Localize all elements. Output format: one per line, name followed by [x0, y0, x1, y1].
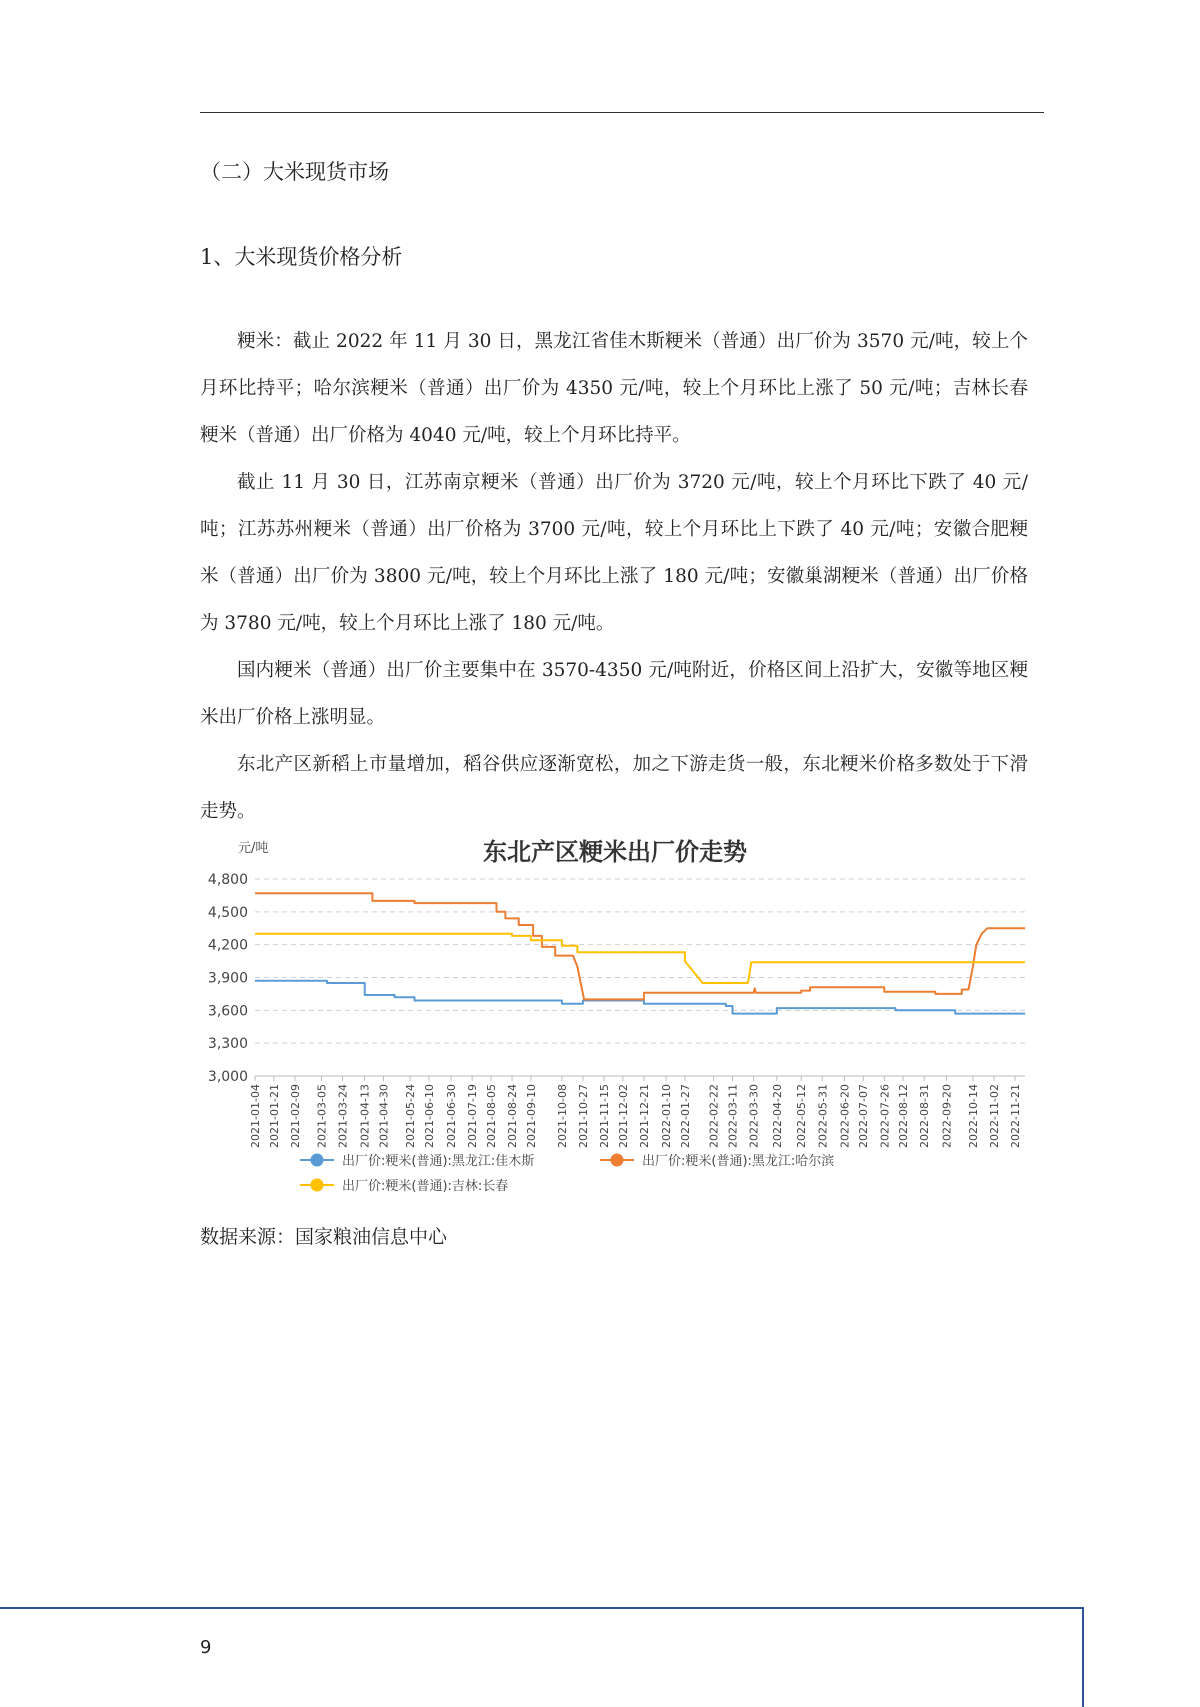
data-source: 数据来源：国家粮油信息中心 — [200, 1226, 448, 1248]
series-line-2 — [255, 893, 1025, 999]
y-tick-label: 4,200 — [207, 937, 248, 954]
legend-marker-1 — [311, 1154, 324, 1167]
x-tick-label: 2022-11-21 — [1009, 1084, 1023, 1148]
series-line-1 — [255, 981, 1025, 1014]
x-tick-label: 2022-03-11 — [726, 1084, 740, 1148]
x-tick-label: 2022-05-31 — [816, 1084, 830, 1148]
paragraph-4: 东北产区新稻上市量增加，稻谷供应逐渐宽松，加之下游走货一般，东北粳米价格多数处于下滑走势。 — [200, 754, 1028, 822]
x-tick-label: 2022-05-12 — [795, 1084, 809, 1148]
y-tick-label: 4,500 — [207, 904, 248, 921]
x-tick-label: 2021-06-30 — [445, 1084, 459, 1148]
x-tick-label: 2021-07-19 — [466, 1084, 480, 1148]
x-tick-label: 2021-10-27 — [576, 1084, 590, 1148]
paragraph-3: 国内粳米（普通）出厂价主要集中在 3570-4350 元/吨附近，价格区间上沿扩大，安徽等地区粳米出厂价格上涨明显。 — [200, 660, 1028, 728]
x-tick-label: 2021-11-15 — [597, 1084, 611, 1148]
legend-label-2: 出厂价:粳米(普通):黑龙江:哈尔滨 — [642, 1154, 835, 1169]
subsection-heading: 1、大米现货价格分析 — [200, 245, 403, 269]
x-tick-label: 2022-11-02 — [987, 1084, 1001, 1148]
x-tick-label: 2022-03-30 — [747, 1084, 761, 1148]
x-tick-label: 2021-06-10 — [422, 1084, 436, 1148]
x-tick-label: 2021-03-05 — [315, 1084, 329, 1148]
x-tick-label: 2021-12-21 — [637, 1084, 651, 1148]
x-tick-label: 2022-04-20 — [770, 1084, 784, 1148]
x-tick-label: 2022-06-20 — [838, 1084, 852, 1148]
x-tick-label: 2022-01-27 — [678, 1084, 692, 1148]
x-tick-label: 2022-09-20 — [940, 1084, 954, 1148]
paragraph-1: 粳米：截止 2022 年 11 月 30 日，黑龙江省佳木斯粳米（普通）出厂价为 3570 元/吨，较上个月环比持平；哈尔滨粳米（普通）出厂价为 4350 元/吨，较上个月环比上涨了 50 元/吨；吉林长春粳米（普通）出厂价格为 4040 元/吨，较上个月环比持平。 — [200, 331, 1028, 446]
x-tick-label: 2021-04-13 — [358, 1084, 372, 1148]
series-line-3 — [255, 934, 1025, 983]
y-tick-label: 4,800 — [207, 872, 248, 888]
x-tick-label: 2021-01-21 — [267, 1084, 281, 1148]
paragraph-2: 截止 11 月 30 日，江苏南京粳米（普通）出厂价为 3720 元/吨，较上个月环比下跌了 40 元/吨；江苏苏州粳米（普通）出厂价格为 3700 元/吨，较上个月环比上下跌了 40 元/吨；安徽合肥粳米（普通）出厂价为 3800 元/吨，较上个月环比上涨了 180 元/吨；安徽巢湖粳米（普通）出厂价格为 3780 元/吨，较上个月环比上涨了 180 元/吨。 — [200, 472, 1028, 634]
x-tick-label: 2022-01-10 — [660, 1084, 674, 1148]
x-tick-label: 2021-02-09 — [288, 1084, 302, 1148]
legend-label-3: 出厂价:粳米(普通):吉林:长春 — [342, 1179, 509, 1194]
x-tick-label: 2022-02-22 — [707, 1084, 721, 1148]
x-tick-label: 2022-10-14 — [966, 1084, 980, 1148]
legend-marker-3 — [311, 1179, 324, 1192]
body-text — [200, 318, 1028, 835]
x-tick-label: 2021-04-30 — [377, 1084, 391, 1148]
y-tick-label: 3,300 — [207, 1036, 248, 1053]
x-tick-label: 2021-10-08 — [555, 1084, 569, 1148]
x-tick-label: 2022-07-26 — [878, 1084, 892, 1148]
x-tick-label: 2021-08-24 — [506, 1084, 520, 1148]
x-tick-label: 2021-08-05 — [484, 1084, 498, 1148]
y-tick-label: 3,000 — [207, 1069, 248, 1085]
footer-side-rule — [1082, 1607, 1084, 1707]
price-trend-chart — [190, 826, 1040, 1216]
header-rule — [200, 112, 1044, 113]
section-heading: （二）大米现货市场 — [200, 160, 389, 184]
x-tick-label: 2021-03-24 — [336, 1084, 350, 1148]
y-axis-unit: 元/吨 — [238, 841, 269, 856]
x-tick-label: 2022-08-12 — [897, 1084, 911, 1148]
footer-rule — [0, 1607, 1083, 1609]
x-tick-label: 2022-07-07 — [857, 1084, 871, 1148]
page-number: 9 — [200, 1637, 212, 1658]
chart-title: 东北产区粳米出厂价走势 — [483, 838, 747, 866]
x-tick-label: 2021-05-24 — [404, 1084, 418, 1148]
y-tick-label: 3,600 — [207, 1003, 248, 1020]
y-tick-label: 3,900 — [207, 970, 248, 987]
x-tick-label: 2022-08-31 — [918, 1084, 932, 1148]
legend-marker-2 — [611, 1154, 624, 1167]
x-tick-label: 2021-09-10 — [524, 1084, 538, 1148]
x-tick-label: 2021-01-04 — [249, 1084, 262, 1148]
x-tick-label: 2021-12-02 — [616, 1084, 630, 1148]
chart-svg — [190, 826, 1040, 1216]
legend-label-1: 出厂价:粳米(普通):黑龙江:佳木斯 — [342, 1154, 535, 1169]
